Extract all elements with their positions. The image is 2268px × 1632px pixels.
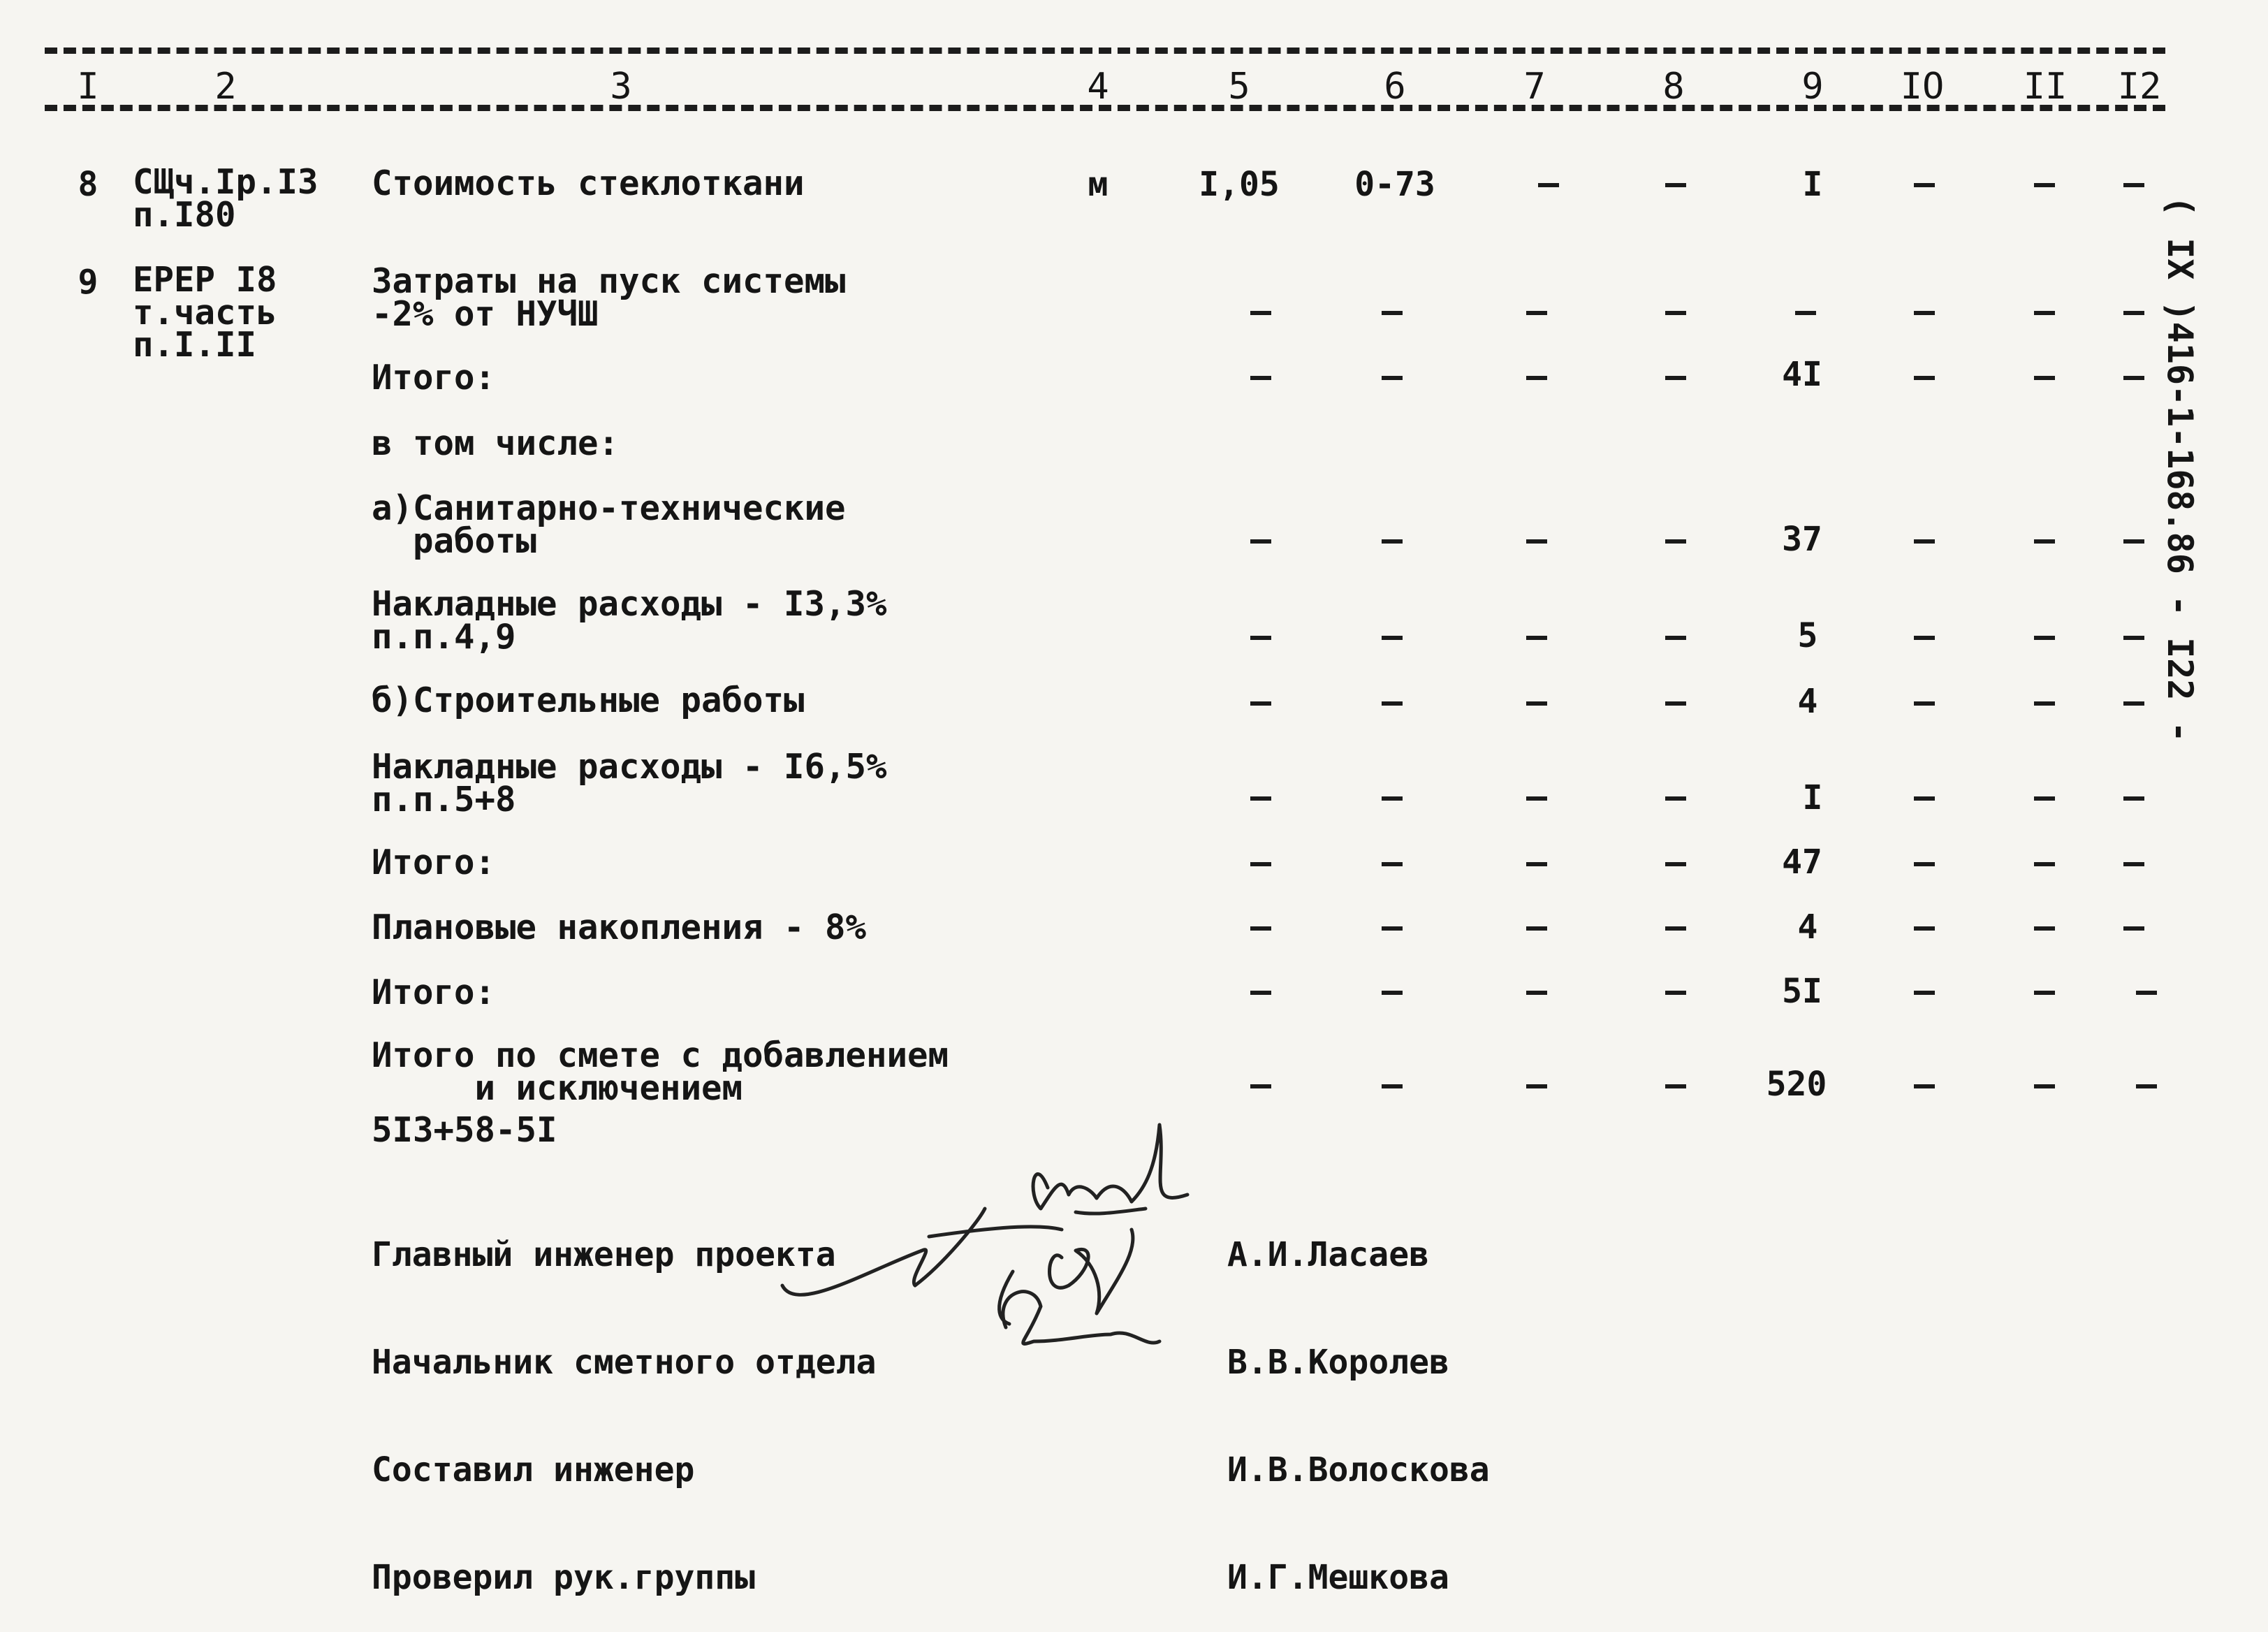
row-col5-dash — [1250, 701, 1271, 706]
row-col6-dash — [1382, 636, 1403, 640]
row-description: Плановые накопления - 8% — [372, 908, 867, 947]
col-header-11: II — [2023, 66, 2068, 108]
row-reference: ЕРЕР I8 т.часть п.I.II — [133, 260, 277, 365]
row-col9: 4 — [1797, 908, 1818, 947]
row-col10-dash — [1914, 862, 1935, 866]
row-col12-dash — [2123, 926, 2144, 931]
signatory-names — [1227, 1165, 1490, 1632]
header-top-rule — [45, 48, 2165, 54]
row-col11-dash — [2034, 183, 2055, 187]
row-col8-dash — [1665, 862, 1686, 866]
row-description: Итого: — [372, 843, 496, 882]
row-col12-dash — [2123, 862, 2144, 866]
row-col8-dash — [1665, 1084, 1686, 1088]
row-unit: м — [1088, 165, 1109, 204]
row-col7-dash — [1526, 376, 1547, 380]
row-col9: 4 — [1797, 682, 1818, 721]
signatory-name: И.В.Волоскова — [1227, 1450, 1490, 1489]
row-description: а)Санитарно-технические работы — [372, 488, 846, 561]
handwritten-signatures — [768, 1111, 1243, 1362]
row-col11-dash — [2034, 376, 2055, 380]
row-col8-dash — [1665, 539, 1686, 544]
row-col7-dash — [1526, 701, 1547, 706]
row-col6-dash — [1382, 796, 1403, 801]
row-col9: I — [1802, 165, 1823, 204]
total-formula: 5I3+58-5I — [372, 1110, 557, 1150]
col-header-6: 6 — [1384, 66, 1406, 108]
row-col10-dash — [1914, 1084, 1935, 1088]
row-description: Затраты на пуск системы -2% от НУЧШ — [372, 261, 846, 334]
row-col5-dash — [1250, 1084, 1271, 1088]
row-col10-dash — [1914, 183, 1935, 187]
row-col10-dash — [1914, 311, 1935, 315]
row-col12-dash — [2123, 796, 2144, 801]
row-col5-dash — [1250, 376, 1271, 380]
row-col10-dash — [1914, 991, 1935, 995]
row-col11-dash — [2034, 991, 2055, 995]
row-col12-dash — [2136, 991, 2157, 995]
col-header-2: 2 — [214, 66, 237, 108]
row-col8-dash — [1665, 926, 1686, 931]
row-col9: 4I — [1782, 355, 1822, 394]
row-description: Стоимость стеклоткани — [372, 163, 805, 203]
row-col7-dash — [1538, 183, 1559, 187]
row-col11-dash — [2034, 796, 2055, 801]
row-col8-dash — [1665, 183, 1686, 187]
row-description: в том числе: — [372, 423, 620, 463]
signatory-name: И.Г.Мешкова — [1227, 1557, 1449, 1597]
signatory-title: Начальник сметного отдела — [372, 1342, 877, 1382]
row-number: 8 — [78, 165, 98, 204]
row-col12-dash — [2123, 311, 2144, 315]
row-col10-dash — [1914, 926, 1935, 931]
row-col11-dash — [2034, 636, 2055, 640]
row-col7-dash — [1526, 539, 1547, 544]
row-col6-dash — [1382, 862, 1403, 866]
row-col5-dash — [1250, 796, 1271, 801]
row-col9: 5I — [1782, 972, 1822, 1011]
col-header-12: I2 — [2117, 66, 2162, 108]
row-col6-dash — [1382, 539, 1403, 544]
row-col9: 520 — [1766, 1065, 1827, 1104]
row-col7-dash — [1526, 636, 1547, 640]
row-col12-dash — [2123, 701, 2144, 706]
row-number: 9 — [78, 263, 98, 302]
row-description: Итого: — [372, 358, 496, 398]
row-col10-dash — [1914, 701, 1935, 706]
row-col6-dash — [1382, 1084, 1403, 1088]
row-col11-dash — [2034, 862, 2055, 866]
row-col6-dash — [1382, 926, 1403, 931]
signatory-title: Проверил рук.группы — [372, 1557, 756, 1597]
signatory-title: Главный инженер проекта — [372, 1234, 836, 1274]
row-col7-dash — [1526, 862, 1547, 866]
margin-document-code: ( IX )416-1-168.86 - I22 - — [2160, 196, 2200, 743]
row-col5-dash — [1250, 311, 1271, 315]
row-col5-dash — [1250, 991, 1271, 995]
row-col5: I,05 — [1199, 165, 1280, 204]
row-description: Итого: — [372, 972, 496, 1012]
row-col6-dash — [1382, 311, 1403, 315]
row-col12-dash — [2123, 539, 2144, 544]
row-col12-dash — [2123, 376, 2144, 380]
signatory-name: А.И.Ласаев — [1227, 1234, 1429, 1274]
col-header-9: 9 — [1801, 66, 1824, 108]
row-col10-dash — [1914, 796, 1935, 801]
signatory-title: Составил инженер — [372, 1450, 695, 1489]
col-header-7: 7 — [1523, 66, 1546, 108]
col-header-3: 3 — [610, 66, 632, 108]
row-col7-dash — [1526, 796, 1547, 801]
row-col12-dash — [2136, 1084, 2157, 1088]
row-col11-dash — [2034, 926, 2055, 931]
row-col11-dash — [2034, 701, 2055, 706]
row-col8-dash — [1665, 311, 1686, 315]
row-col7-dash — [1526, 311, 1547, 315]
row-col9: 37 — [1782, 520, 1822, 559]
row-col11-dash — [2034, 311, 2055, 315]
row-col12-dash — [2123, 183, 2144, 187]
row-col9: I — [1802, 778, 1823, 817]
row-col7-dash — [1526, 1084, 1547, 1088]
row-col8-dash — [1665, 991, 1686, 995]
row-col8-dash — [1665, 796, 1686, 801]
row-col7-dash — [1526, 926, 1547, 931]
row-col6-dash — [1382, 991, 1403, 995]
row-col12-dash — [2123, 636, 2144, 640]
row-col6: 0-73 — [1354, 165, 1435, 204]
signatory-name: В.В.Королев — [1227, 1342, 1449, 1382]
row-col8-dash — [1665, 376, 1686, 380]
row-col8-dash — [1665, 636, 1686, 640]
row-col5-dash — [1250, 539, 1271, 544]
row-col9: 5 — [1797, 616, 1818, 655]
row-col6-dash — [1382, 701, 1403, 706]
row-col11-dash — [2034, 1084, 2055, 1088]
row-col9: 47 — [1782, 843, 1822, 882]
row-reference: СЩч.Iр.I3 п.I80 — [133, 162, 319, 235]
row-col7-dash — [1526, 991, 1547, 995]
col-header-10: IO — [1900, 66, 1945, 108]
row-col5-dash — [1250, 926, 1271, 931]
col-header-5: 5 — [1228, 66, 1250, 108]
col-header-4: 4 — [1087, 66, 1109, 108]
row-col5-dash — [1250, 862, 1271, 866]
row-col10-dash — [1914, 539, 1935, 544]
row-description: Накладные расходы - I6,5% п.п.5+8 — [372, 747, 887, 819]
row-description: Итого по смете с добавлением и исключением — [372, 1035, 949, 1108]
col-header-8: 8 — [1662, 66, 1685, 108]
row-col11-dash — [2034, 539, 2055, 544]
row-col6-dash — [1382, 376, 1403, 380]
row-description: б)Строительные работы — [372, 680, 805, 720]
col-header-1: I — [77, 66, 99, 108]
row-col9-dash — [1795, 311, 1816, 315]
row-col5-dash — [1250, 636, 1271, 640]
row-col10-dash — [1914, 636, 1935, 640]
row-description: Накладные расходы - I3,3% п.п.4,9 — [372, 584, 887, 657]
row-col8-dash — [1665, 701, 1686, 706]
row-col10-dash — [1914, 376, 1935, 380]
